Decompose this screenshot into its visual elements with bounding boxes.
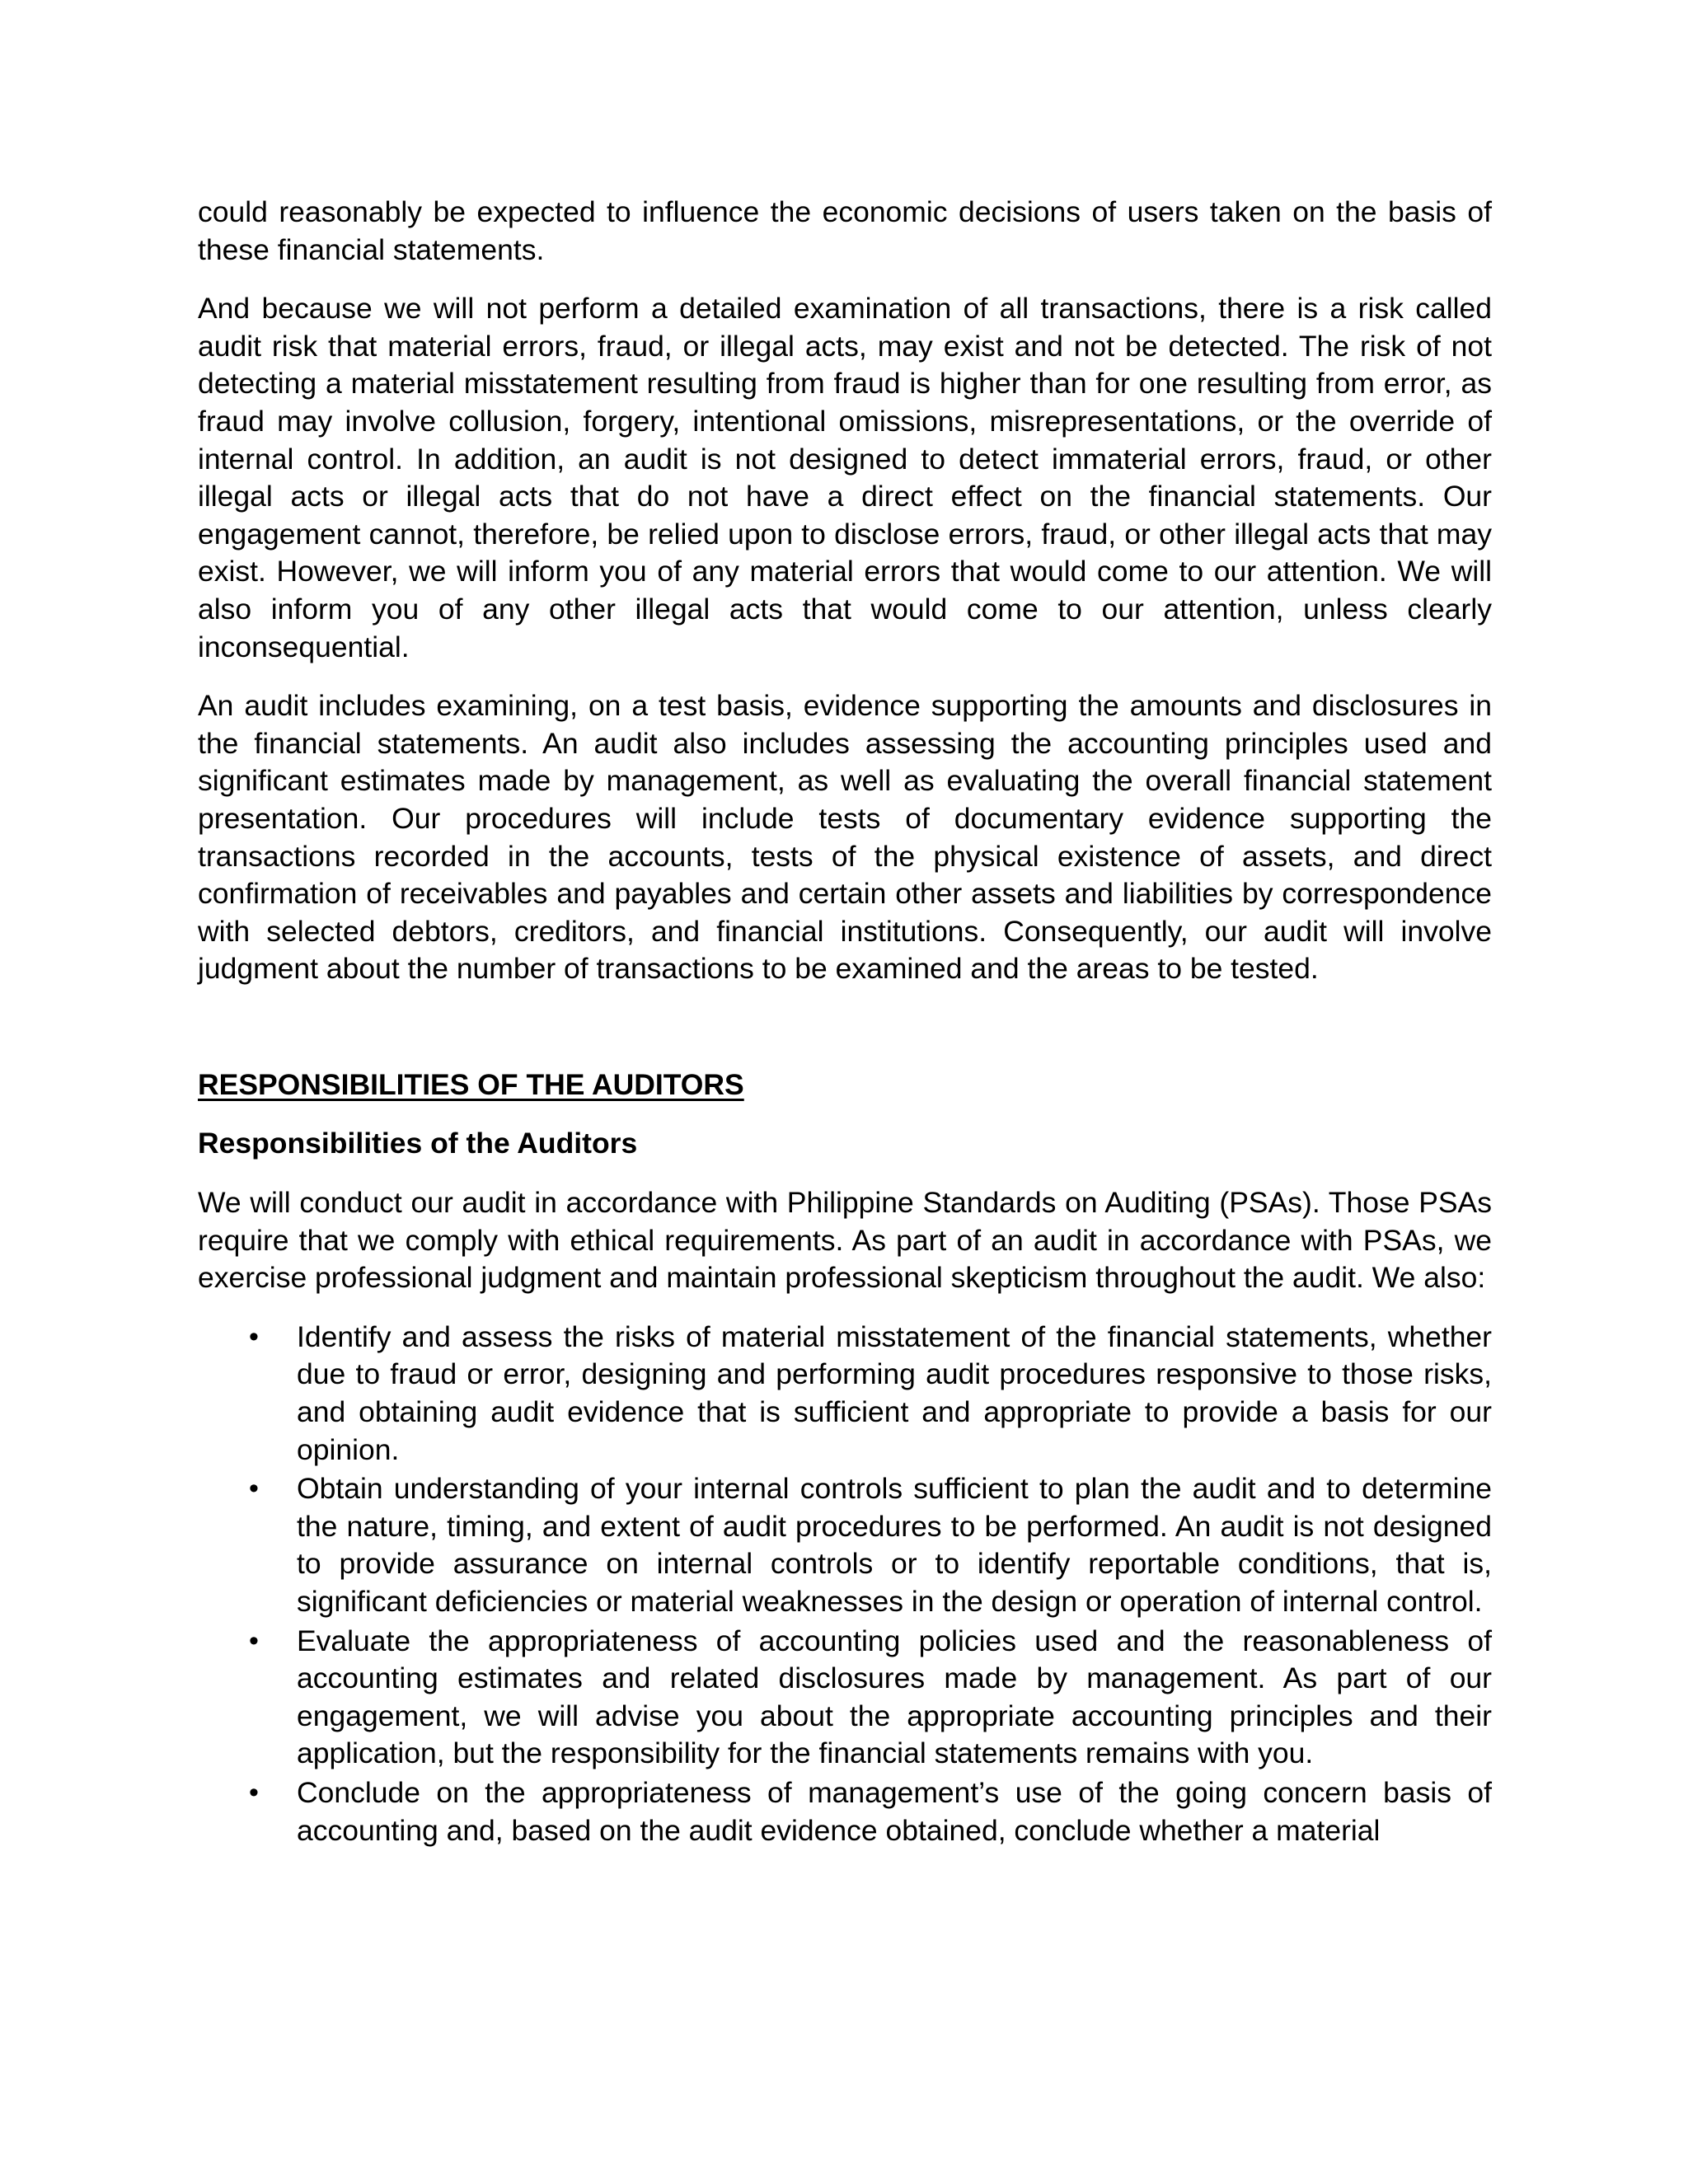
list-item-text: Evaluate the appropriateness of accounting policies used and the reasonableness of accounting estimates and related disclosures made by management. As part of our engagement, we will advise you about the appropriate accounting principles and their application, but the responsibility for the financial statements remains with you. [297, 1624, 1492, 1770]
list-item [198, 1623, 1492, 1773]
responsibilities-list [198, 1319, 1492, 1849]
list-item [198, 1470, 1492, 1620]
paragraph-audit-risk: And because we will not perform a detailed examination of all transactions, there is a risk called audit risk that material errors, fraud, or illegal acts, may exist and not be detected. The risk of not detecting a material misstatement resulting from fraud is higher than for one resulting from error, as fraud may involve collusion, forgery, intentional omissions, misrepresentations, or the override of internal control. In addition, an audit is not designed to detect immaterial errors, fraud, or other illegal acts or illegal acts that do not have a direct effect on the financial statements. Our engagement cannot, therefore, be relied upon to disclose errors, fraud, or other illegal acts that may exist. However, we will inform you of any material errors that would come to our attention. We will also inform you of any other illegal acts that would come to our attention, unless clearly inconsequential. [198, 292, 1492, 663]
document-page [198, 194, 1492, 1851]
bullet-icon: • [249, 1624, 259, 1657]
bullet-icon: • [249, 1776, 259, 1808]
list-item-text: Obtain understanding of your internal controls sufficient to plan the audit and to determine the nature, timing, and extent of audit procedures to be performed. An audit is not designed to provide assurance on internal controls or to identify reportable conditions, that is, significant deficiencies or material weaknesses in the design or operation of internal control. [297, 1472, 1492, 1618]
sub-heading: Responsibilities of the Auditors [198, 1127, 638, 1160]
paragraph-materiality-continuation: could reasonably be expected to influence the economic decisions of users taken on the basis of these financial statements. [198, 195, 1492, 266]
bullet-icon: • [249, 1473, 259, 1505]
list-item [198, 1319, 1492, 1469]
list-item [198, 1774, 1492, 1849]
list-item-text: Conclude on the appropriateness of management’s use of the going concern basis of accounting and, based on the audit evidence obtained, conclude whether a material [297, 1775, 1492, 1847]
paragraph-audit-scope: An audit includes examining, on a test basis, evidence supporting the amounts and disclosures in the financial statements. An audit also includes assessing the accounting principles used and significant estimates made by management, as well as evaluating the overall financial statement presentation. Our procedures will include tests of documentary evidence supporting the transactions recorded in the accounts, tests of the physical existence of assets, and direct confirmation of receivables and payables and certain other assets and liabilities by correspondence with selected debtors, creditors, and financial institutions. Consequently, our audit will involve judgment about the number of transactions to be examined and the areas to be tested. [198, 689, 1492, 986]
section-heading: RESPONSIBILITIES OF THE AUDITORS [198, 1067, 744, 1101]
list-item-text: Identify and assess the risks of material misstatement of the financial statements, whether due to fraud or error, designing and performing audit procedures responsive to those risks, and obtaining audit evidence that is sufficient and appropriate to provide a basis for our opinion. [297, 1319, 1492, 1466]
bullet-icon: • [249, 1320, 259, 1352]
paragraph-psa-intro: We will conduct our audit in accordance with Philippine Standards on Auditing (PSAs). Those PSAs require that we comply with ethical requirements. As part of an audit in accordance with PSAs, we exercise professional judgment and maintain professional skepticism throughout the audit. We also: [198, 1186, 1492, 1295]
